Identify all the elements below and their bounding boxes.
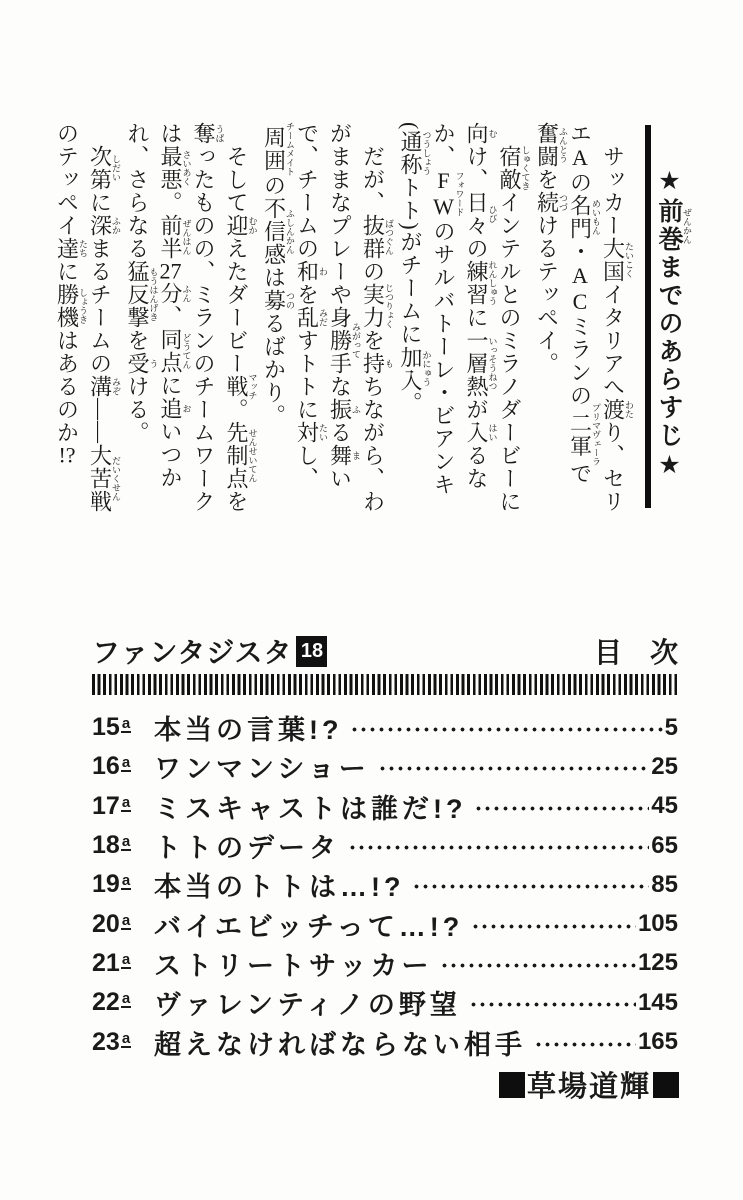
furigana: チームメイト: [285, 122, 295, 176]
text-run: イタリアへ: [600, 283, 626, 398]
text-run: AC: [567, 263, 593, 315]
toc-heading: 目 次: [593, 637, 678, 668]
furigana: どうてん: [181, 328, 192, 374]
text-run: ・: [567, 240, 593, 263]
ruby-word: 身勝手みがって: [327, 306, 361, 375]
furigana: つづ: [558, 191, 568, 214]
furigana: ふんとう: [558, 122, 568, 168]
chapter-page-number: 45: [651, 792, 678, 820]
ruby-word: FWフォワード: [431, 168, 465, 220]
text-run: はあるのか: [54, 329, 80, 444]
text-run: まるチームの: [87, 237, 113, 375]
chapter-page-number: 145: [637, 988, 678, 1016]
ruby-word: 乱みだ: [294, 306, 328, 329]
ruby-word: 先制点せんせいてん: [224, 421, 258, 490]
furigana: わ: [318, 260, 328, 283]
toc-list: [92, 708, 678, 1062]
ruby-word: 次第しだい: [87, 145, 121, 191]
furigana: たいこく: [624, 237, 634, 283]
chapter-page-number: 85: [651, 870, 678, 898]
dot-leader: [471, 922, 636, 931]
synopsis-paragraph: [531, 122, 635, 514]
text-run: ったものの、ミランのチームワークは: [158, 122, 216, 513]
synopsis-heading: [651, 166, 692, 496]
text-run: な: [327, 375, 353, 398]
synopsis-paragraph: [51, 122, 122, 514]
furigana: たい: [318, 421, 328, 444]
furigana: ふしんかん: [285, 197, 295, 266]
furigana: ふ: [351, 398, 361, 421]
text-run: で: [567, 462, 593, 485]
ruby-word: 溝みぞ: [87, 375, 121, 398]
furigana: ぜんかん: [682, 198, 692, 254]
text-run: を: [360, 329, 386, 352]
furigana: む: [487, 122, 498, 145]
ruby-word: 対たい: [294, 421, 328, 444]
furigana: みがって: [351, 306, 361, 375]
text-run: 27: [159, 260, 182, 282]
text-run: るばかり。: [261, 312, 287, 427]
chapter-title: トトのデータ: [154, 833, 340, 864]
chapter-number: 23 a: [92, 1027, 131, 1056]
furigana: しょうき: [78, 283, 88, 329]
chapter-ordinal-suffix: a: [121, 872, 131, 890]
ruby-word: 戦マッチ: [224, 373, 258, 400]
furigana: ふか: [111, 214, 121, 237]
toc-row: [92, 787, 678, 826]
ruby-word: 受う: [125, 352, 159, 375]
ruby-word: 名門めいもん: [567, 194, 601, 240]
chapter-ordinal-suffix: a: [121, 990, 131, 1008]
ruby-word: 練習れんしゅう: [464, 260, 498, 306]
synopsis-paragraph: [258, 122, 395, 514]
furigana: ばつぐん: [384, 214, 394, 260]
text-run: いで、チームの: [294, 122, 353, 490]
chapter-title: バイエビッチって…!?: [154, 911, 464, 942]
text-run: 。: [224, 398, 249, 421]
chapter-ordinal-suffix: a: [121, 1029, 131, 1047]
ruby-word: 日々ひび: [464, 191, 498, 237]
text-run: !?: [58, 444, 76, 466]
toc-row: [92, 826, 678, 865]
text-run: る: [327, 421, 353, 444]
chapter-ordinal-suffix: a: [121, 793, 131, 811]
text-run: 。: [398, 391, 423, 415]
text-run: を: [224, 490, 249, 513]
chapter-ordinal-suffix: a: [121, 950, 131, 968]
text-run: を: [125, 329, 150, 352]
chapter-title: ミスキャストは誰だ!?: [154, 793, 467, 824]
text-run: いつかれ、さらなる: [125, 122, 183, 489]
chapter-ordinal-suffix: a: [121, 833, 131, 851]
text-run: のテッペイ: [54, 122, 80, 237]
toc-header-row: [92, 634, 678, 668]
furigana: みだ: [318, 306, 328, 329]
furigana: みぞ: [111, 375, 121, 398]
text-run: は: [261, 266, 287, 289]
furigana: いっそうねつ: [487, 329, 498, 398]
ruby-word: 抜群ばつぐん: [360, 214, 394, 260]
text-run: までのあらすじ: [655, 254, 683, 450]
furigana: じつりょく: [384, 283, 394, 329]
furigana: さいあく: [181, 145, 192, 191]
toc-row: [92, 865, 678, 904]
ruby-word: 周囲チームメイト: [261, 122, 295, 176]
ruby-word: 分ふん: [158, 282, 192, 305]
furigana: れんしゅう: [487, 260, 498, 306]
text-run: ミランの: [567, 315, 593, 407]
ruby-word: 達たち: [54, 237, 88, 260]
dot-leader: [469, 1000, 636, 1009]
text-run: が: [464, 398, 489, 421]
ruby-word: 和わ: [294, 260, 328, 283]
text-run: 。: [158, 191, 183, 214]
chapter-number: 19 a: [92, 870, 131, 899]
chapter-number: 15 a: [92, 713, 131, 742]
text-run: に: [158, 374, 183, 397]
furigana: ま: [351, 444, 361, 467]
furigana: しゅくてき: [520, 145, 531, 191]
ruby-word: 追お: [158, 397, 192, 420]
chapter-title: 本当のトトは…!?: [154, 872, 405, 903]
text-run: の: [360, 260, 386, 283]
text-run: えたダービー: [224, 237, 249, 375]
text-run: に: [87, 191, 113, 214]
text-run: だが、: [360, 145, 386, 214]
chapter-title: ワンマンショー: [154, 754, 370, 785]
chapter-title: ストリートサッカー: [154, 950, 433, 981]
chapter-page-number: 125: [637, 949, 678, 977]
chapter-page-number: 105: [637, 910, 678, 938]
chapter-page-number: 65: [651, 831, 678, 859]
volume-badge: 18: [296, 636, 327, 667]
ruby-word: 一層熱いっそうねつ: [464, 329, 498, 398]
chapter-title: 超えなければならない相手: [154, 1029, 526, 1060]
text-run: ――: [87, 398, 113, 444]
ruby-word: 持も: [360, 352, 394, 375]
chapter-number: 20 a: [92, 909, 131, 938]
toc-row: [92, 708, 678, 747]
ruby-word: 大苦戦だいくせん: [87, 444, 121, 513]
ruby-word: 同点どうてん: [158, 328, 192, 374]
furigana: かにゅう: [421, 345, 432, 392]
square-mark-icon: [499, 1072, 525, 1098]
text-run: け、: [464, 145, 489, 191]
furigana: めいもん: [591, 194, 601, 240]
furigana: だいくせん: [111, 444, 121, 513]
chapter-ordinal-suffix: a: [121, 911, 131, 929]
text-run: サッカー: [600, 145, 626, 237]
dot-leader: [412, 882, 649, 891]
text-run: けるテッペイ。: [534, 214, 560, 375]
text-run: そして: [224, 145, 249, 214]
toc-row: [92, 983, 678, 1022]
chapter-number: 18 a: [92, 831, 131, 860]
dot-leader: [350, 725, 662, 734]
ruby-word: 募つの: [261, 289, 295, 312]
furigana: つの: [285, 289, 295, 312]
dot-leader: [378, 764, 650, 773]
text-run: を: [294, 283, 320, 306]
toc-section: [92, 634, 678, 1062]
toc-row: [92, 944, 678, 983]
furigana: ひび: [487, 191, 498, 237]
ruby-word: 加入かにゅう: [398, 345, 432, 392]
text-run: に: [54, 260, 80, 283]
chapter-number: 17 a: [92, 791, 131, 820]
text-run: すトトに: [294, 329, 320, 421]
text-run: ける。: [125, 375, 150, 444]
chapter-page-number: 25: [651, 752, 678, 780]
furigana: お: [181, 397, 192, 420]
ruby-word: 最悪さいあく: [158, 145, 192, 191]
chapter-number: 22 a: [92, 988, 131, 1017]
author-name: 草場道輝: [526, 1071, 651, 1103]
text-run: インテルとのミラノダービーに: [497, 191, 522, 513]
text-run: の: [464, 237, 489, 260]
ruby-word: 実力じつりょく: [360, 283, 394, 329]
furigana: プリマヴェーラ: [591, 403, 601, 466]
text-run: に: [464, 306, 489, 329]
ruby-word: 渡わた: [600, 398, 634, 421]
author-credit: [499, 1064, 679, 1105]
furigana: ぜんはん: [181, 214, 192, 260]
ruby-word: 奮闘ふんとう: [534, 122, 568, 168]
furigana: つうしょう: [421, 130, 432, 177]
barcode-divider: [92, 674, 678, 695]
text-run: り、セリエ: [567, 122, 626, 513]
ruby-word: 振ふ: [327, 398, 361, 421]
furigana: マッチ: [247, 373, 258, 400]
toc-row: [92, 747, 678, 786]
dot-leader: [440, 961, 635, 970]
ruby-word: 入はい: [464, 421, 498, 444]
text-run: し、: [294, 444, 320, 490]
furigana: せんせいてん: [247, 421, 258, 490]
toc-row: [92, 1022, 678, 1061]
synopsis-paragraph: [394, 122, 531, 514]
furigana: わた: [624, 398, 634, 421]
ruby-word: 深ふか: [87, 214, 121, 237]
text-run: ★: [655, 166, 683, 198]
series-title: ファンタジスタ: [92, 637, 293, 668]
furigana: はい: [487, 421, 498, 444]
chapter-title: 本当の言葉!?: [154, 715, 343, 746]
text-run: トト)がチームに: [398, 176, 423, 346]
ruby-word: 迎むか: [224, 214, 258, 237]
furigana: しだい: [111, 145, 121, 191]
chapter-number: 21 a: [92, 948, 131, 977]
furigana: ふん: [181, 282, 192, 305]
furigana: う: [148, 352, 159, 375]
ruby-word: 不信感ふしんかん: [261, 197, 295, 266]
text-run: ★: [655, 450, 683, 482]
ruby-word: 勝機しょうき: [54, 283, 88, 329]
ruby-word: 続つづ: [534, 191, 568, 214]
ruby-word: 宿敵しゅくてき: [497, 145, 531, 191]
ruby-word: 二軍プリマヴェーラ: [567, 403, 601, 466]
ruby-word: 前巻 ぜんかん: [655, 198, 692, 254]
text-run: の: [567, 171, 593, 194]
text-run: を: [534, 168, 560, 191]
chapter-number: 16 a: [92, 752, 131, 781]
ruby-word: 大国たいこく: [600, 237, 634, 283]
furigana: たち: [78, 237, 88, 260]
text-run: ちながら、わがままなプレーや: [327, 122, 386, 513]
text-run: のサルバトーレ・ビアンキ(: [398, 122, 456, 496]
ruby-word: 猛反撃もうはんげき: [125, 260, 159, 329]
chapter-ordinal-suffix: a: [121, 754, 131, 772]
furigana: うば: [214, 122, 225, 145]
text-run: A: [567, 145, 593, 171]
synopsis-text: [54, 122, 634, 514]
synopsis-paragraph: [121, 122, 258, 514]
dot-leader: [534, 1040, 636, 1049]
toc-row: [92, 904, 678, 943]
furigana: も: [384, 352, 394, 375]
furigana: もうはんげき: [148, 260, 159, 329]
dot-leader: [474, 804, 649, 813]
ruby-word: 通称つうしょう: [398, 130, 432, 177]
ruby-word: 舞ま: [327, 444, 361, 467]
chapter-ordinal-suffix: a: [121, 715, 131, 733]
furigana: むか: [247, 214, 258, 237]
chapter-page-number: 5: [664, 713, 678, 741]
furigana: フォワード: [454, 168, 465, 220]
ruby-word: 奪うば: [191, 122, 225, 145]
square-mark-icon: [653, 1072, 679, 1098]
text-run: の: [261, 174, 287, 197]
chapter-page-number: 165: [637, 1028, 678, 1056]
ruby-word: 向む: [464, 122, 498, 145]
text-run: るなか、: [431, 122, 489, 490]
dot-leader: [348, 843, 649, 852]
chapter-title: ヴァレンティノの野望: [154, 990, 461, 1021]
ruby-word: 前半ぜんはん: [158, 214, 192, 260]
text-run: 、: [158, 305, 183, 328]
